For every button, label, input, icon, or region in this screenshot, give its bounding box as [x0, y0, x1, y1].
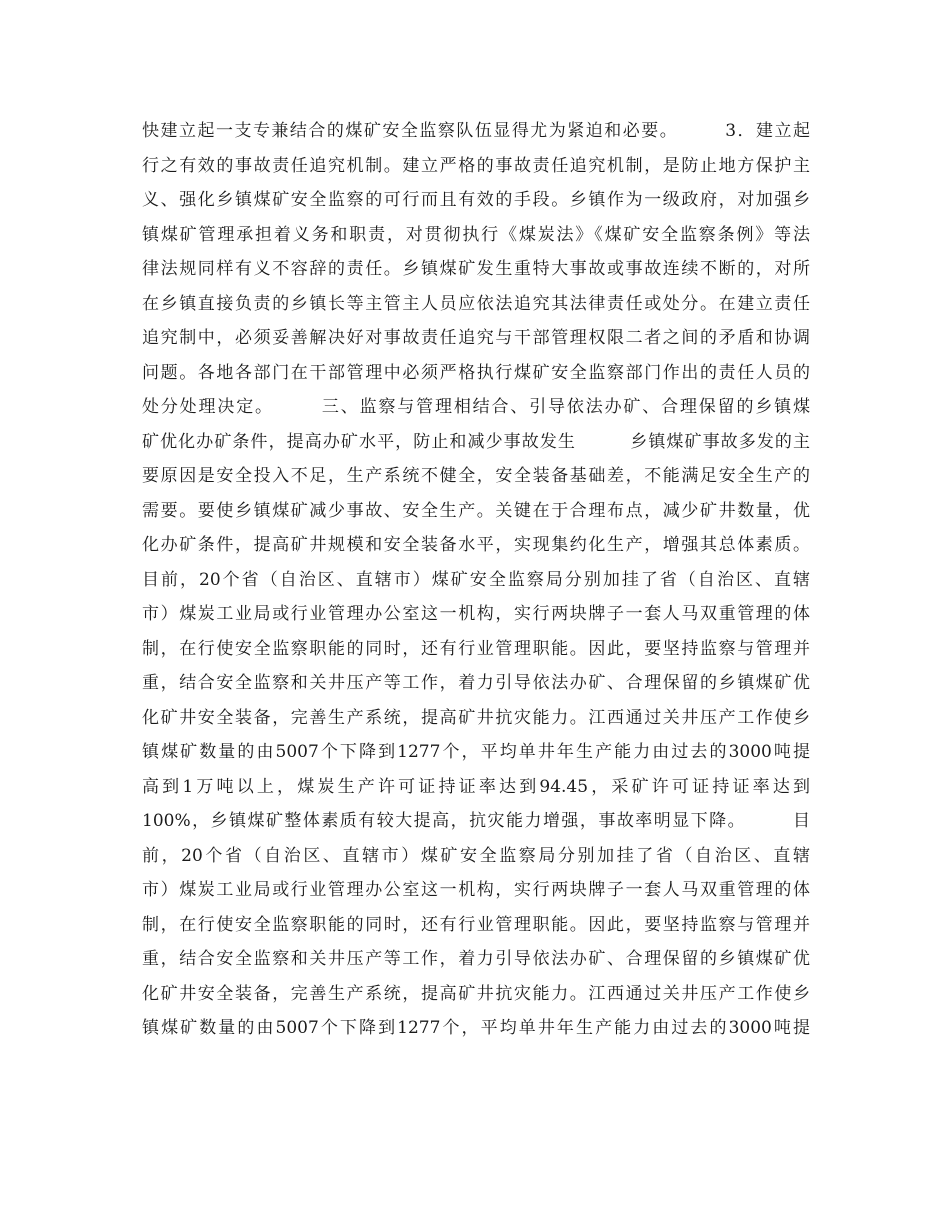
text-line-23: 市）煤炭工业局或行业管理办公室这一机构，实行两块牌子一套人马双重管理的体	[142, 880, 810, 900]
text-line-12: 需要。要使乡镇煤矿减少事故、安全生产。关键在于合理布点，减少矿井数量，优	[142, 500, 810, 521]
text-line-20: 高到1万吨以上，煤炭生产许可证持证率达到94.45，采矿许可证持证率达到	[142, 776, 810, 797]
text-line-17: 重，结合安全监察和关井压产等工作，着力引导依法办矿、合理保留的乡镇煤矿优	[142, 673, 810, 693]
text-line-19: 镇煤矿数量的由5007个下降到1277个，平均单井年生产能力由过去的3000吨提	[142, 742, 810, 762]
text-line-22: 前，20个省（自治区、直辖市）煤矿安全监察局分别加挂了省（自治区、直辖	[142, 845, 810, 866]
text-line-10: 矿优化办矿条件，提高办矿水平，防止和减少事故发生 乡镇煤矿事故多发的主	[142, 431, 810, 452]
text-line-7: 追究制中，必须妥善解决好对事故责任追究与干部管理权限二者之间的矛盾和协调	[142, 328, 810, 348]
text-line-27: 镇煤矿数量的由5007个下降到1277个，平均单井年生产能力由过去的3000吨提	[142, 1018, 810, 1038]
body-text	[142, 114, 810, 1046]
text-line-14: 目前，20个省（自治区、直辖市）煤矿安全监察局分别加挂了省（自治区、直辖	[142, 569, 810, 590]
text-line-24: 制，在行使安全监察职能的同时，还有行业管理职能。因此，要坚持监察与管理并	[142, 914, 810, 935]
text-line-13: 化办矿条件，提高矿井规模和安全装备水平，实现集约化生产，增强其总体素质。	[142, 535, 810, 555]
text-line-6: 在乡镇直接负责的乡镇长等主管主人员应依法追究其法律责任或处分。在建立责任	[142, 293, 810, 314]
text-line-9: 处分处理决定。 三、监察与管理相结合、引导依法办矿、合理保留的乡镇煤	[142, 397, 810, 417]
text-line-1: 快建立起一支专兼结合的煤矿安全监察队伍显得尤为紧迫和必要。 3．建立起	[142, 121, 810, 141]
text-line-8: 问题。各地各部门在干部管理中必须严格执行煤矿安全监察部门作出的责任人员的	[142, 362, 810, 383]
text-line-21: 100%，乡镇煤矿整体素质有较大提高，抗灾能力增强，事故率明显下降。 目	[142, 811, 810, 831]
text-line-5: 律法规同样有义不容辞的责任。乡镇煤矿发生重特大事故或事故连续不断的，对所	[142, 259, 810, 279]
text-line-16: 制，在行使安全监察职能的同时，还有行业管理职能。因此，要坚持监察与管理并	[142, 638, 810, 659]
text-line-2: 行之有效的事故责任追究机制。建立严格的事故责任追究机制，是防止地方保护主	[142, 155, 810, 176]
text-line-25: 重，结合安全监察和关井压产等工作，着力引导依法办矿、合理保留的乡镇煤矿优	[142, 949, 810, 969]
text-line-18: 化矿井安全装备，完善生产系统，提高矿井抗灾能力。江西通过关井压产工作使乡	[142, 707, 810, 728]
text-line-4: 镇煤矿管理承担着义务和职责，对贯彻执行《煤炭法》《煤矿安全监察条例》等法	[142, 224, 810, 245]
text-line-3: 义、强化乡镇煤矿安全监察的可行而且有效的手段。乡镇作为一级政府，对加强乡	[142, 190, 810, 210]
text-line-11: 要原因是安全投入不足，生产系统不健全，安全装备基础差，不能满足安全生产的	[142, 466, 810, 486]
text-line-26: 化矿井安全装备，完善生产系统，提高矿井抗灾能力。江西通过关井压产工作使乡	[142, 983, 810, 1004]
text-line-15: 市）煤炭工业局或行业管理办公室这一机构，实行两块牌子一套人马双重管理的体	[142, 604, 810, 624]
